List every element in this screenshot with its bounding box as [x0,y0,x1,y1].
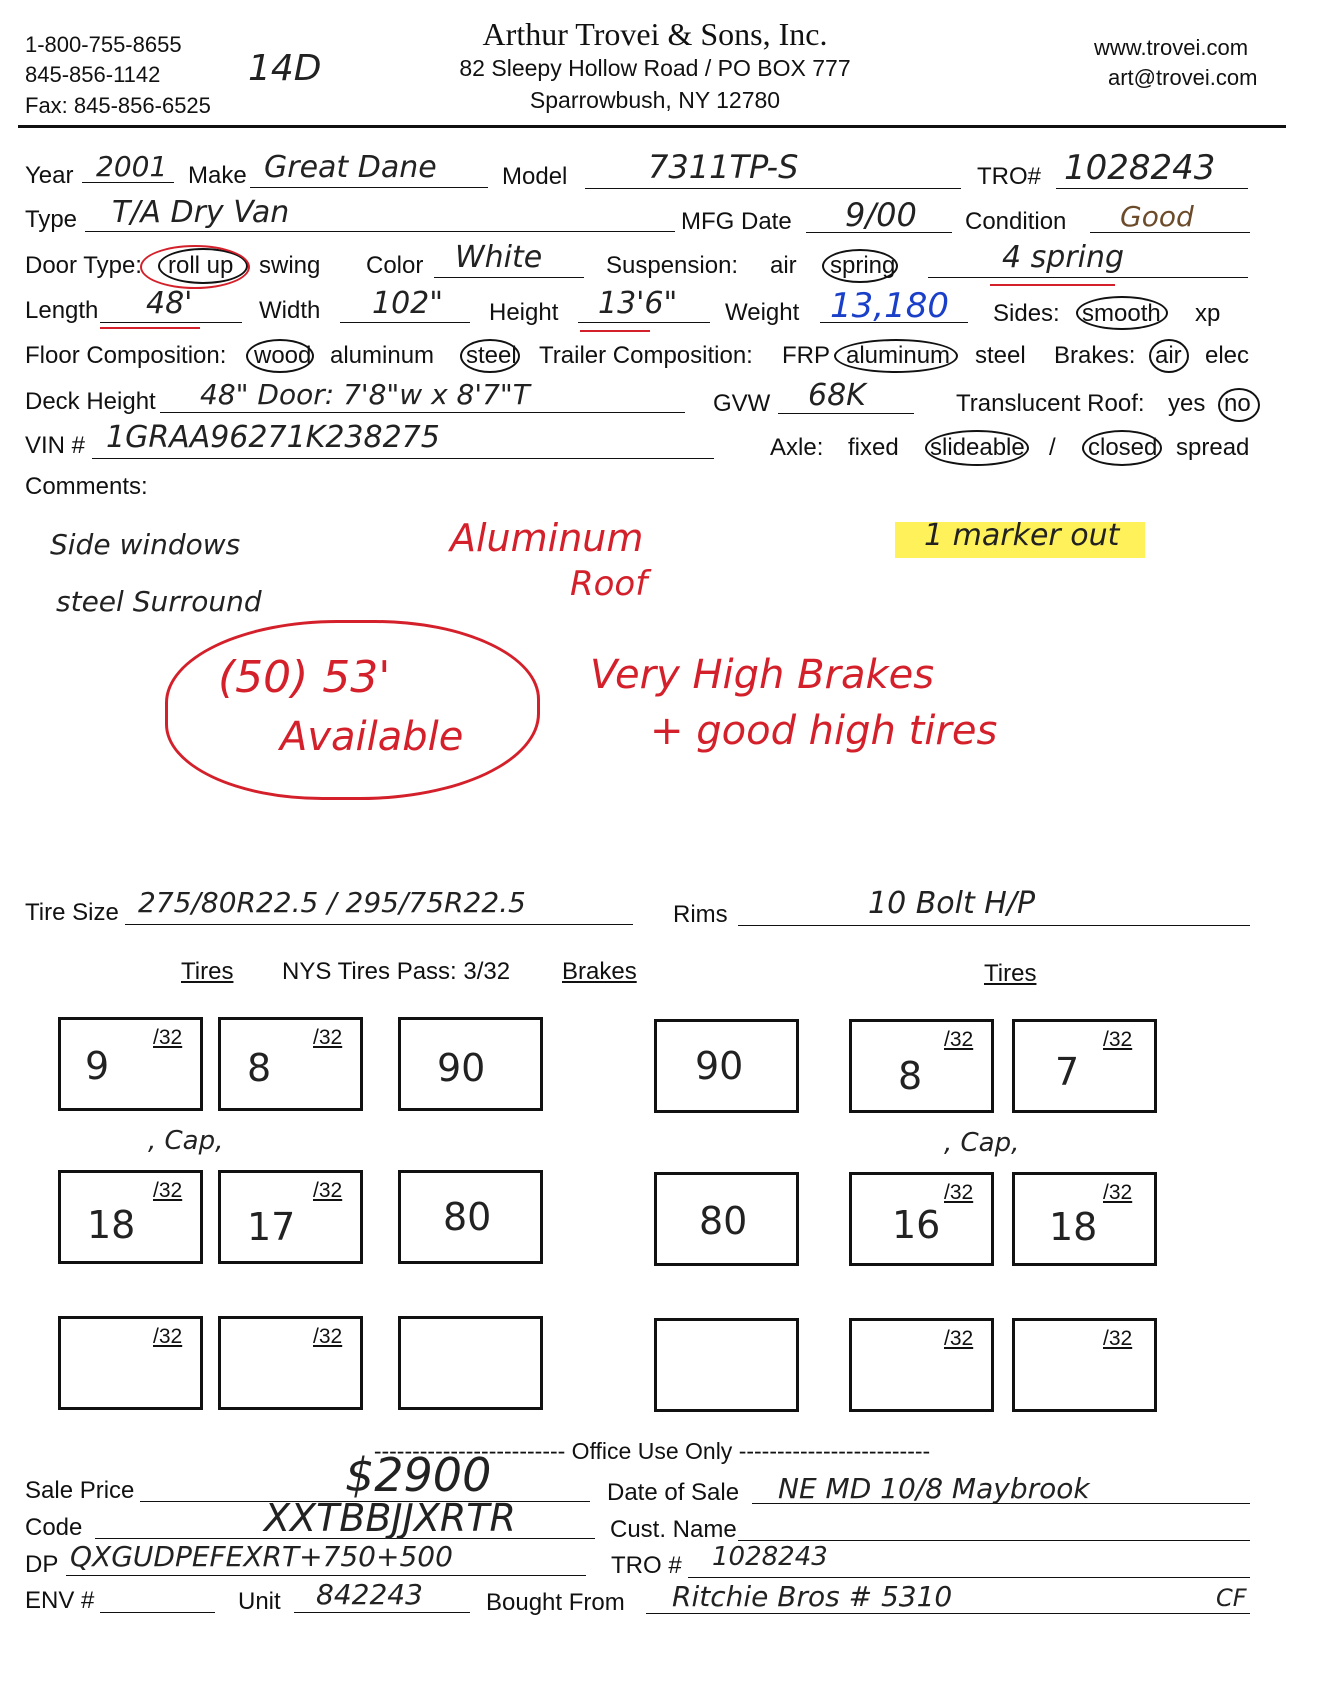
frac-label: /32 [944,1028,974,1051]
comment-steel-surround: steel Surround [56,585,262,618]
label-rims: Rims [673,901,728,928]
value-tro[interactable]: 1028243 [1064,148,1216,188]
value-sale-price[interactable]: $2900 [345,1448,492,1502]
fax: Fax: 845-856-6525 [25,93,211,118]
comment-aluminum: Aluminum [450,516,644,560]
value-deck-height[interactable]: 48" Door: 7'8"w x 8'7"T [200,378,530,411]
tire-value: 8 [247,1046,272,1090]
circle-brakes-air [1149,339,1189,373]
frac-label: /32 [153,1179,183,1202]
red-circle-available [165,620,540,800]
label-sides: Sides: [993,300,1060,327]
circle-steel [460,339,520,373]
circle-spring [822,249,898,283]
label-env: ENV # [25,1587,95,1614]
comment-available: Available [280,714,464,760]
value-mfg-date[interactable]: 9/00 [845,196,917,234]
line-width [340,322,470,323]
label-bought-from: Bought From [486,1589,625,1616]
value-color[interactable]: White [455,240,543,275]
brake-box-r2-1[interactable] [398,1170,543,1264]
note-cap-right: , Cap, [944,1128,1020,1158]
value-initials: CF [1216,1584,1247,1612]
brake-box-r1-1[interactable] [398,1017,543,1111]
label-tro-2: TRO # [611,1552,682,1579]
handwritten-annotation: 14D [248,48,322,89]
comment-marker-out: 1 marker out [924,518,1120,553]
line-tire-size [125,924,633,925]
option-spring[interactable]: spring [830,252,896,279]
value-date-of-sale[interactable]: NE MD 10/8 Maybrook [778,1472,1090,1505]
value-height[interactable]: 13'6" [598,286,678,321]
frac-label: /32 [313,1026,343,1049]
frac-label: /32 [944,1327,974,1350]
line-length [100,322,242,323]
label-gvw: GVW [713,390,771,417]
circle-no [1218,388,1260,422]
line-tro [1056,188,1248,189]
option-brakes-air[interactable]: air [1155,342,1182,369]
label-cust-name: Cust. Name [610,1516,737,1543]
option-yes[interactable]: yes [1168,390,1206,417]
line-suspension [928,277,1248,278]
option-closed[interactable]: closed [1088,434,1158,461]
office-use-divider: ------------------------- Office Use Only ------------------------- [373,1438,931,1464]
line-unit [294,1612,470,1613]
tire-value: 8 [898,1054,923,1098]
value-length[interactable]: 48' [146,286,193,321]
header-divider [18,125,1286,128]
address-line-2: Sparrowbush, NY 12780 [529,87,781,113]
label-tro: TRO# [977,163,1042,190]
frac-label: /32 [313,1325,343,1348]
line-color [434,277,584,278]
frac-label: /32 [153,1325,183,1348]
comment-good-tires: + good high tires [650,708,998,754]
line-bought-from [646,1613,1250,1614]
value-unit[interactable]: 842243 [316,1578,423,1611]
header-nys: NYS Tires Pass: 3/32 [282,958,511,985]
value-make[interactable]: Great Dane [264,150,437,185]
label-length: Length [25,297,99,324]
option-spread[interactable]: spread [1176,434,1250,461]
tire-box-r3-2[interactable] [218,1316,363,1410]
option-aluminum[interactable]: aluminum [330,342,435,369]
frac-label: /32 [944,1181,974,1204]
phone-2: 845-856-1142 [25,62,161,87]
brake-value: 90 [437,1046,486,1090]
value-suspension-extra[interactable]: 4 spring [1002,240,1125,275]
value-model[interactable]: 7311TP-S [648,148,799,186]
label-axle: Axle: [770,434,824,461]
value-type[interactable]: T/A Dry Van [112,195,290,230]
frac-label: /32 [1103,1028,1133,1051]
value-vin[interactable]: 1GRAA96271K238275 [106,420,440,455]
option-t-aluminum[interactable]: aluminum [846,342,951,369]
value-tro-2[interactable]: 1028243 [712,1542,828,1572]
email: art@trovei.com [1108,65,1258,90]
option-no[interactable]: no [1224,390,1251,417]
comment-very-high-brakes: Very High Brakes [590,652,935,698]
line-env [100,1612,215,1613]
value-gvw[interactable]: 68K [808,378,866,413]
address-line-1: 82 Sleepy Hollow Road / PO BOX 777 [459,55,851,81]
value-bought-from[interactable]: Ritchie Bros # 5310 [672,1580,953,1613]
brake-value: 90 [695,1044,744,1088]
tire-box-r2-4[interactable] [1012,1172,1157,1266]
label-sale-price: Sale Price [25,1477,135,1504]
frac-label: /32 [1103,1181,1133,1204]
label-tire-size: Tire Size [25,899,119,926]
label-model: Model [502,163,568,190]
note-cap-left: , Cap, [148,1126,224,1156]
circle-wood [246,339,314,373]
brake-value: 80 [699,1199,748,1243]
option-wood[interactable]: wood [254,342,312,369]
circle-smooth [1076,296,1168,330]
brake-box-r3-2[interactable] [654,1318,799,1412]
label-type: Type [25,206,78,233]
label-comments: Comments: [25,473,148,500]
phone-1: 1-800-755-8655 [25,32,182,57]
line-rims [738,925,1250,926]
label-unit: Unit [238,1588,281,1615]
tire-box-r1-4[interactable] [1012,1019,1157,1113]
label-color: Color [366,252,424,279]
red-underline-length [100,327,200,329]
comment-side-windows: Side windows [50,528,241,561]
frac-label: /32 [153,1026,183,1049]
option-steel[interactable]: steel [466,342,517,369]
red-underline-spring [990,284,1115,286]
tire-value: 9 [85,1044,110,1088]
red-circle-roll-up [140,245,250,289]
brake-value: 80 [443,1195,492,1239]
option-slideable[interactable]: slideable [930,434,1025,461]
label-deck-height: Deck Height [25,388,156,415]
line-make [250,187,488,188]
value-weight[interactable]: 13,180 [830,286,949,326]
line-vin [92,458,714,459]
value-code[interactable]: XXTBBJJXRTR [264,1496,516,1540]
axle-slash: / [1049,434,1056,461]
brake-box-r1-2[interactable] [654,1019,799,1113]
header-tires-left: Tires [181,958,234,985]
tire-box-r2-1[interactable] [58,1170,203,1264]
label-vin: VIN # [25,432,86,459]
option-roll-up[interactable]: roll up [168,252,234,279]
tire-value: 18 [87,1203,136,1247]
line-dp [66,1575,586,1576]
tire-box-r2-3[interactable] [849,1172,994,1266]
label-door-type: Door Type: [25,252,142,279]
label-year: Year [25,162,74,189]
value-condition[interactable]: Good [1120,200,1194,233]
circle-t-aluminum [834,339,958,373]
brake-box-r3-1[interactable] [398,1316,543,1410]
brake-box-r2-2[interactable] [654,1172,799,1266]
label-suspension: Suspension: [606,252,739,279]
label-trailer-comp: Trailer Composition: [539,342,753,369]
tire-box-r1-3[interactable] [849,1019,994,1113]
line-deck-height [160,412,685,413]
label-condition: Condition [965,208,1067,235]
tire-box-r2-2[interactable] [218,1170,363,1264]
option-fixed[interactable]: fixed [848,434,899,461]
option-smooth[interactable]: smooth [1082,300,1161,327]
tire-box-r3-3[interactable] [849,1318,994,1412]
option-swing[interactable]: swing [259,252,321,279]
option-xp[interactable]: xp [1195,300,1221,327]
value-dp[interactable]: QXGUDPEFEXRT+750+500 [70,1540,453,1573]
label-translucent: Translucent Roof: [956,390,1145,417]
tire-value: 17 [247,1205,296,1249]
circle-closed [1082,430,1162,466]
label-brakes: Brakes: [1054,342,1136,369]
line-model [585,188,961,189]
label-date-of-sale: Date of Sale [607,1479,740,1506]
tire-value: 18 [1049,1205,1098,1249]
line-cust-name [738,1540,1250,1541]
option-frp[interactable]: FRP [782,342,830,369]
option-elec[interactable]: elec [1205,342,1250,369]
value-rims[interactable]: 10 Bolt H/P [868,886,1036,921]
value-tire-size[interactable]: 275/80R22.5 / 295/75R22.5 [138,886,526,919]
line-tro-2 [688,1577,1250,1578]
tire-box-r1-2[interactable] [218,1017,363,1111]
label-dp: DP [25,1551,59,1578]
label-code: Code [25,1514,83,1541]
label-floor: Floor Composition: [25,342,227,369]
line-type [85,231,675,232]
label-weight: Weight [725,299,800,326]
label-height: Height [489,299,559,326]
label-mfg-date: MFG Date [681,208,792,235]
red-underline-height [580,330,650,332]
tire-box-r3-4[interactable] [1012,1318,1157,1412]
header-tires-right: Tires [984,960,1037,987]
circle-slideable [925,430,1029,466]
comment-roof: Roof [570,564,648,604]
comment-53-count: (50) 53' [218,652,391,703]
frac-label: /32 [1103,1327,1133,1350]
company-name: Arthur Trovei & Sons, Inc. [482,16,828,52]
line-gvw [778,413,914,414]
website: www.trovei.com [1094,35,1249,60]
header-brakes: Brakes [562,958,637,985]
value-width[interactable]: 102" [372,286,444,321]
label-make: Make [188,162,247,189]
line-height [578,322,710,323]
tire-box-r3-1[interactable] [58,1316,203,1410]
value-year[interactable]: 2001 [96,150,168,183]
option-t-steel[interactable]: steel [975,342,1026,369]
tire-value: 7 [1055,1050,1080,1094]
label-width: Width [259,297,321,324]
tire-box-r1-1[interactable] [58,1017,203,1111]
option-air[interactable]: air [770,252,797,279]
tire-value: 16 [892,1203,941,1247]
frac-label: /32 [313,1179,343,1202]
